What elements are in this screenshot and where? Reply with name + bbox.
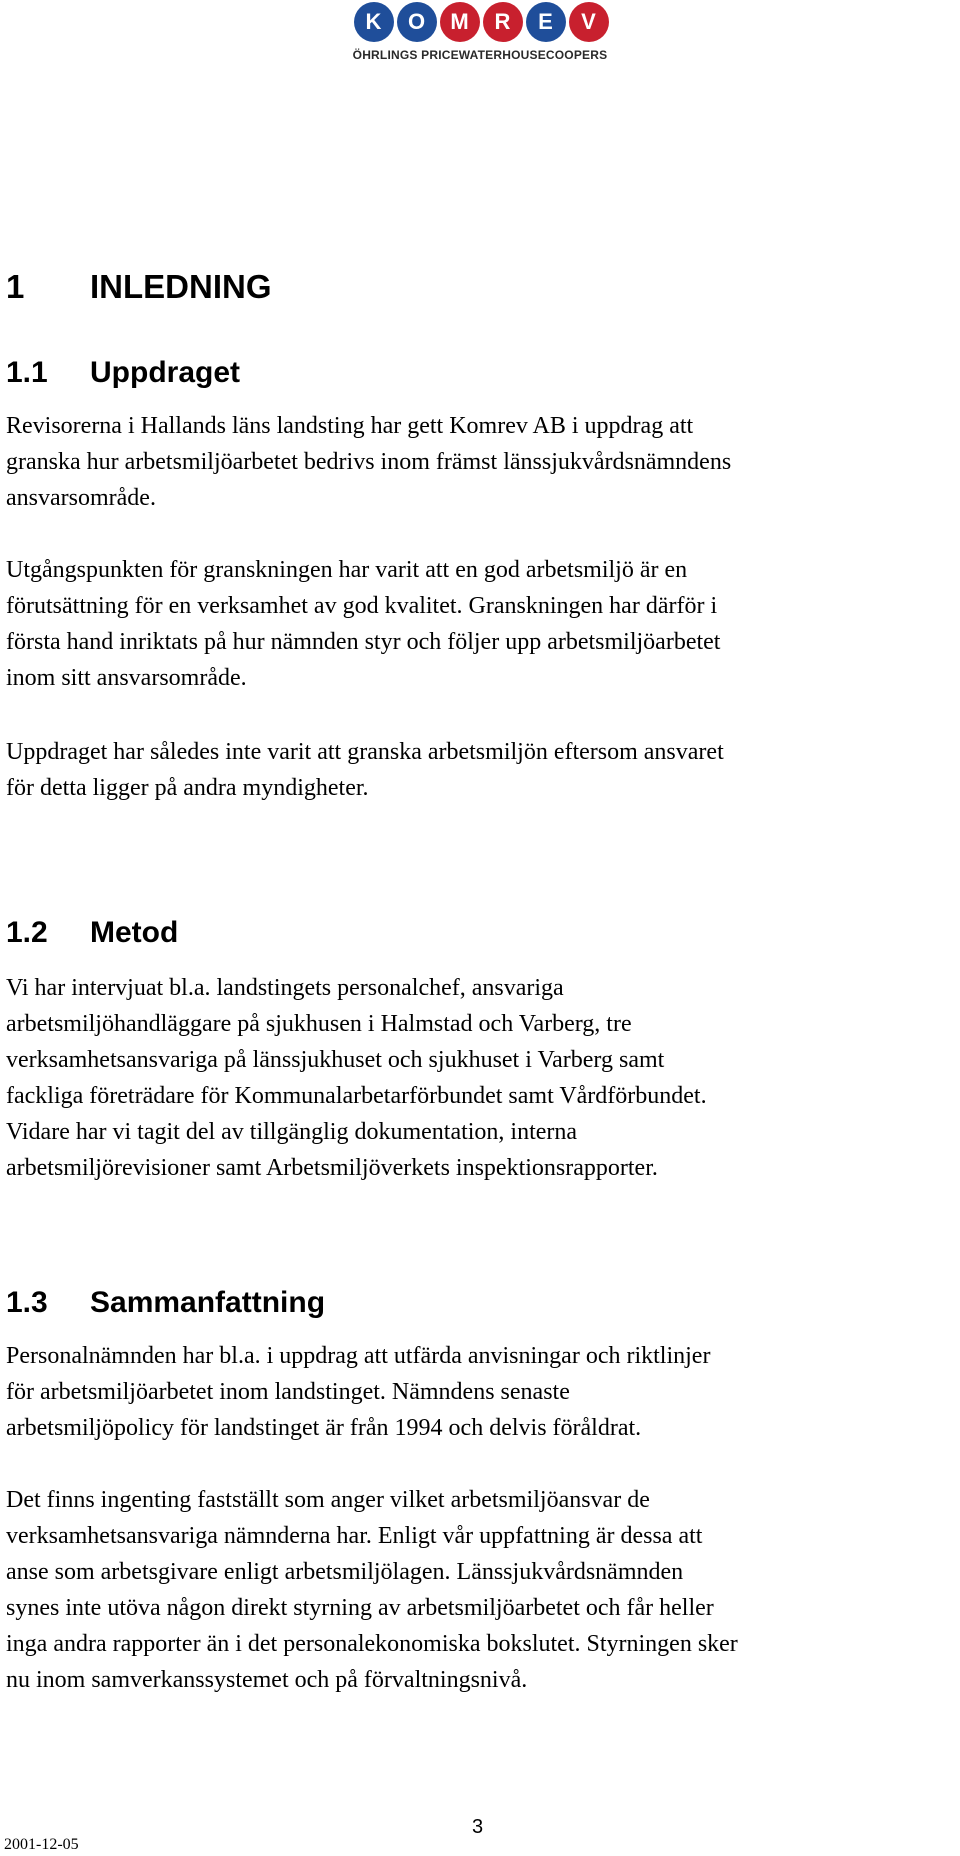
footer-date: 2001-12-05: [4, 1836, 79, 1853]
section-number: 1.2: [6, 916, 48, 949]
text-line: arbetsmiljöhandläggare på sjukhusen i Halmstad och Varberg, tre: [6, 1011, 632, 1037]
chapter-number: 1: [6, 268, 25, 305]
text-line: inga andra rapporter än i det personalekonomiska bokslutet. Styrningen sker: [6, 1631, 738, 1657]
section-heading-uppdraget: [6, 356, 240, 390]
paragraph-sammanfattning-2: [6, 1482, 956, 1698]
text-line: Utgångspunkten för granskningen har varit att en god arbetsmiljö är en: [6, 557, 688, 583]
logo-letter-r: R: [483, 2, 523, 42]
paragraph-uppdraget-2: [6, 552, 956, 696]
text-line: ansvarsområde.: [6, 485, 156, 511]
chapter-title: INLEDNING: [90, 268, 272, 305]
section-number: 1.1: [6, 356, 48, 389]
text-line: anse som arbetsgivare enligt arbetsmiljölagen. Länssjukvårdsnämnden: [6, 1559, 684, 1585]
logo-subtitle: ÖHRLINGS PRICEWATERHOUSECOOPERS: [352, 48, 608, 62]
paragraph-uppdraget-3: [6, 734, 956, 806]
text-line: fackliga företrädare för Kommunalarbetarförbundet samt Vårdförbundet.: [6, 1083, 707, 1109]
text-line: verksamhetsansvariga på länssjukhuset och sjukhuset i Varberg samt: [6, 1047, 665, 1073]
text-line: för arbetsmiljöarbetet inom landstinget. Nämndens senaste: [6, 1379, 570, 1405]
text-line: nu inom samverkanssystemet och på förvaltningsnivå.: [6, 1667, 528, 1693]
chapter-heading: [6, 268, 272, 306]
section-title: Sammanfattning: [90, 1286, 326, 1319]
section-title: Uppdraget: [90, 356, 240, 389]
text-line: förutsättning för en verksamhet av god kvalitet. Granskningen har därför i: [6, 593, 718, 619]
logo-letter-e: E: [526, 2, 566, 42]
section-heading-sammanfattning: [6, 1286, 325, 1320]
logo-letter-k: K: [354, 2, 394, 42]
text-line: för detta ligger på andra myndigheter.: [6, 775, 369, 801]
text-line: synes inte utöva någon direkt styrning av arbetsmiljöarbetet och får heller: [6, 1595, 714, 1621]
section-number: 1.3: [6, 1286, 48, 1319]
paragraph-uppdraget-1: [6, 408, 956, 516]
text-line: arbetsmiljöpolicy för landstinget är från 1994 och delvis föråldrat.: [6, 1415, 642, 1441]
text-line: inom sitt ansvarsområde.: [6, 665, 247, 691]
logo-letter-o: O: [397, 2, 437, 42]
text-line: Uppdraget har således inte varit att granska arbetsmiljön eftersom ansvaret: [6, 739, 724, 765]
text-line: Vidare har vi tagit del av tillgänglig dokumentation, interna: [6, 1119, 578, 1145]
text-line: Personalnämnden har bl.a. i uppdrag att utfärda anvisningar och riktlinjer: [6, 1343, 711, 1369]
text-line: arbetsmiljörevisioner samt Arbetsmiljöverkets inspektionsrapporter.: [6, 1155, 658, 1181]
text-line: granska hur arbetsmiljöarbetet bedrivs inom främst länssjukvårdsnämndens: [6, 449, 732, 475]
text-line: Revisorerna i Hallands läns landsting har gett Komrev AB i uppdrag att: [6, 413, 694, 439]
logo-letter-v: V: [569, 2, 609, 42]
text-line: verksamhetsansvariga nämnderna har. Enligt vår uppfattning är dessa att: [6, 1523, 703, 1549]
komrev-logo: [335, 2, 625, 68]
logo-letters: [337, 2, 625, 42]
paragraph-metod-1: [6, 970, 956, 1186]
text-line: Det finns ingenting fastställt som anger vilket arbetsmiljöansvar de: [6, 1487, 650, 1513]
section-heading-metod: [6, 916, 178, 950]
paragraph-sammanfattning-1: [6, 1338, 956, 1446]
page-number: 3: [472, 1816, 484, 1838]
logo-letter-m: M: [440, 2, 480, 42]
section-title: Metod: [90, 916, 179, 949]
text-line: Vi har intervjuat bl.a. landstingets personalchef, ansvariga: [6, 975, 564, 1001]
text-line: första hand inriktats på hur nämnden styr och följer upp arbetsmiljöarbetet: [6, 629, 721, 655]
